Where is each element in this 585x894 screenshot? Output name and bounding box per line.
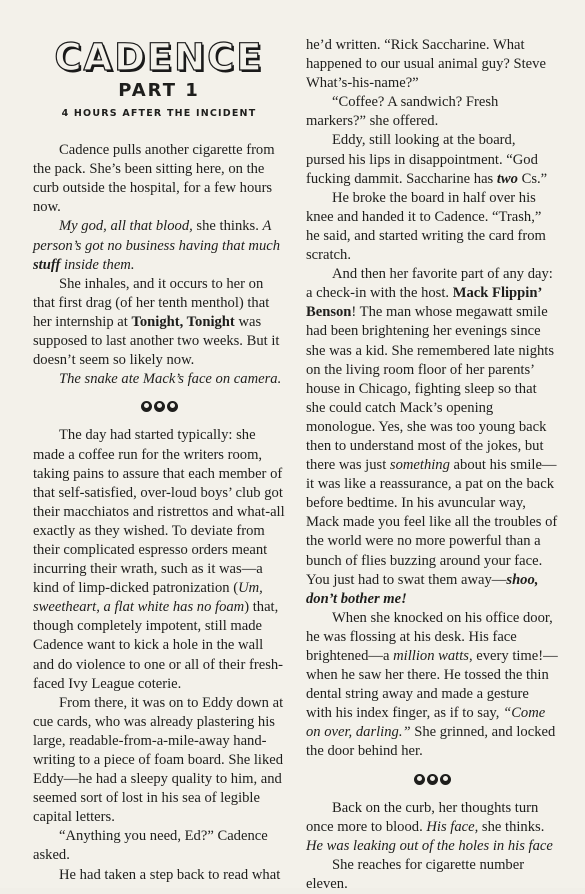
paragraph: “Coffee? A sandwich? Fresh markers?” she offered.: [306, 94, 499, 130]
left-column: [33, 28, 285, 885]
paragraph: She inhales, and it occurs to her on that first drag (of her tenth menthol) that her internship at Tonight, Tonight was supposed to last another two weeks. But it doesn’t seem so likely now.: [33, 275, 280, 369]
ornament-icon: [427, 774, 438, 785]
ornament-icon: [167, 401, 178, 412]
chapter-title: CADENCE: [54, 36, 264, 79]
part-label: PART 1: [118, 80, 200, 101]
ornament-icon: [141, 401, 152, 412]
chapter-heading: [33, 38, 285, 123]
section-break-ornament: [33, 397, 285, 416]
chapter-subtitle: 4 HOURS AFTER THE INCIDENT: [61, 108, 257, 119]
paragraph: From there, it was on to Eddy down at cue cards, who was already plastering his large, readable-from-a-mile-away hand-writing to a piece of foam board. She liked Eddy—he had a sleepy quality to him, and seemed sort of lost in his sea of legible capital letters.: [33, 694, 284, 826]
ornament-icon: [440, 774, 451, 785]
paragraph: She reaches for cigarette number eleven.: [306, 856, 525, 893]
paragraph: My god, all that blood, she thinks. A person’s got no business having that much stuff inside them.: [33, 218, 281, 273]
paragraph: When she knocked on his office door, he was flossing at his desk. His face brightened—a million watts, every time!—when he saw her there. He tossed the thin dental string away and made a gesture with his index finger, as if to say, “Come on over, darling.” She grinned, and locked the door behind her.: [306, 609, 558, 760]
ornament-icon: [154, 401, 165, 412]
paragraph: Cadence pulls another cigarette from the pack. She’s been sitting here, on the curb outside the hospital, for a few hours now.: [33, 142, 275, 216]
paragraph: He broke the board in half over his knee and handed it to Cadence. “Trash,” he said, and started writing the card from scratch.: [306, 189, 546, 264]
right-column: [306, 36, 558, 894]
paragraph: And then her favorite part of any day: a check-in with the host. Mack Flippin’ Benson! The man whose megawatt smile had been brightening her evenings since she was a kid. She remembered late nights on the living room floor of her parents’ house in Chicago, fighting sleep so that she could catch Mack’s opening monologue. Yes, she was too young back then to understand most of the jokes, but there was just something about his smile—it was like a reassurance, a pat on the back before bedtime. In his avuncular way, Mack made you feel like all the troubles of the world were no more powerful than a bunch of flies buzzing around your face. You just had to swat them away—shoo, don’t bother me!: [306, 266, 558, 607]
section-break-ornament: [306, 770, 558, 789]
paragraph: “Anything you need, Ed?” Cadence asked.: [33, 828, 268, 864]
paragraph: The snake ate Mack’s face on camera.: [59, 371, 282, 388]
paragraph: He had taken a step back to read what: [59, 866, 281, 883]
paragraph: he’d written. “Rick Saccharine. What happened to our usual animal guy? Steve What’s-his-name?”: [306, 37, 546, 92]
paragraph: Back on the curb, her thoughts turn once more to blood. His face, she thinks. He was leaking out of the holes in his face: [306, 799, 553, 854]
paragraph: Eddy, still looking at the board, pursed his lips in disappointment. “God fucking dammit. Saccharine has two Cs.”: [306, 132, 548, 187]
paragraph: The day had started typically: she made a coffee run for the writers room, taking pains to assure that each member of that self-satisfied, over-loud boys’ club got their macchiatos and ristrettos and what-all exactly as they wished. To deviate from their complicated espresso orders meant incurring their wrath, such as it was—a kind of limp-dicked patronization (Um, sweetheart, a flat white has no foam) that, though completely impotent, still made Cadence want to kick a hole in the wall and do violence to one or all of their fresh-faced Ivy League coterie.: [33, 427, 285, 692]
ornament-icon: [414, 774, 425, 785]
